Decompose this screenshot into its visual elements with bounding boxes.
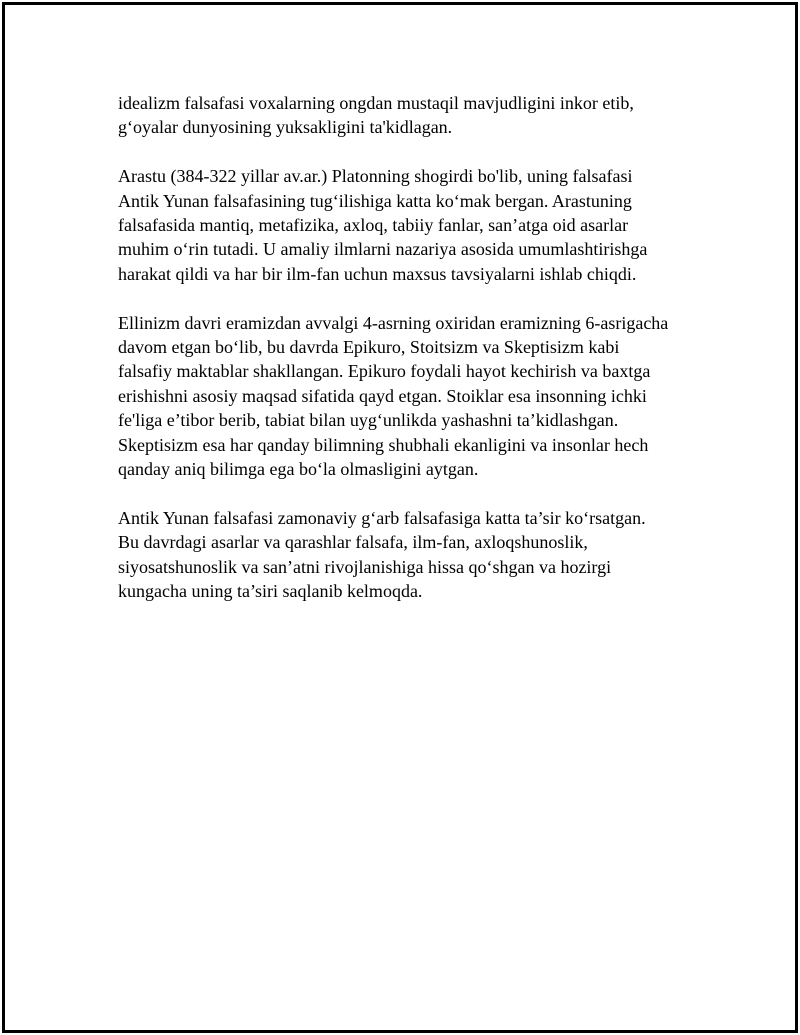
paragraph-antik-yunan-tasiri: [118, 506, 718, 604]
text-line: Bu davrdagi asarlar va qarashlar falsafa, ilm-fan, axloqshunoslik,: [118, 532, 588, 553]
text-line: Antik Yunan falsafasi zamonaviy g‘arb falsafasiga katta ta’sir ko‘rsatgan.: [118, 507, 646, 528]
document-body: [118, 91, 718, 628]
text-line: qanday aniq bilimga ega bo‘la olmasligini aytgan.: [118, 459, 479, 480]
text-line: falsafasida mantiq, metafizika, axloq, tabiiy fanlar, san’atga oid asarlar: [118, 215, 629, 236]
text-line: kungacha uning ta’siri saqlanib kelmoqda.: [118, 581, 423, 602]
text-line: Antik Yunan falsafasining tug‘ilishiga katta ko‘mak bergan. Arastuning: [118, 190, 632, 211]
text-line: erishishni asosiy maqsad sifatida qayd etgan. Stoiklar esa insonning ichki: [118, 385, 647, 406]
text-line: idealizm falsafasi voxalarning ongdan mustaqil mavjudligini inkor etib,: [118, 93, 634, 113]
text-line: Arastu (384-322 yillar av.ar.) Platonning shogirdi bo'lib, uning falsafasi: [118, 166, 633, 187]
paragraph-ellinizm: [118, 311, 718, 482]
paragraph-arastu: [118, 164, 718, 286]
text-line: Skeptisizm esa har qanday bilimning shubhali ekanligini va insonlar hech: [118, 434, 649, 455]
text-line: falsafiy maktablar shakllangan. Epikuro foydali hayot kechirish va baxtga: [118, 361, 651, 382]
text-line: fe'liga e’tibor berib, tabiat bilan uyg‘unlikda yashashni ta’kidlashgan.: [118, 410, 619, 431]
text-line: muhim o‘rin tutadi. U amaliy ilmlarni nazariya asosida umumlashtirishga: [118, 239, 648, 260]
text-line: davom etgan bo‘lib, bu davrda Epikuro, Stoitsizm va Skeptisizm kabi: [118, 337, 620, 358]
text-line: Ellinizm davri eramizdan avvalgi 4-asrning oxiridan eramizning 6-asrigacha: [118, 312, 669, 333]
text-line: g‘oyalar dunyosining yuksakligini ta'kidlagan.: [118, 117, 453, 138]
text-line: harakat qildi va har bir ilm-fan uchun maxsus tavsiyalarni ishlab chiqdi.: [118, 263, 637, 284]
text-line: siyosatshunoslik va san’atni rivojlanishiga hissa qo‘shgan va hozirgi: [118, 556, 612, 577]
paragraph-idealizm: [118, 91, 718, 140]
